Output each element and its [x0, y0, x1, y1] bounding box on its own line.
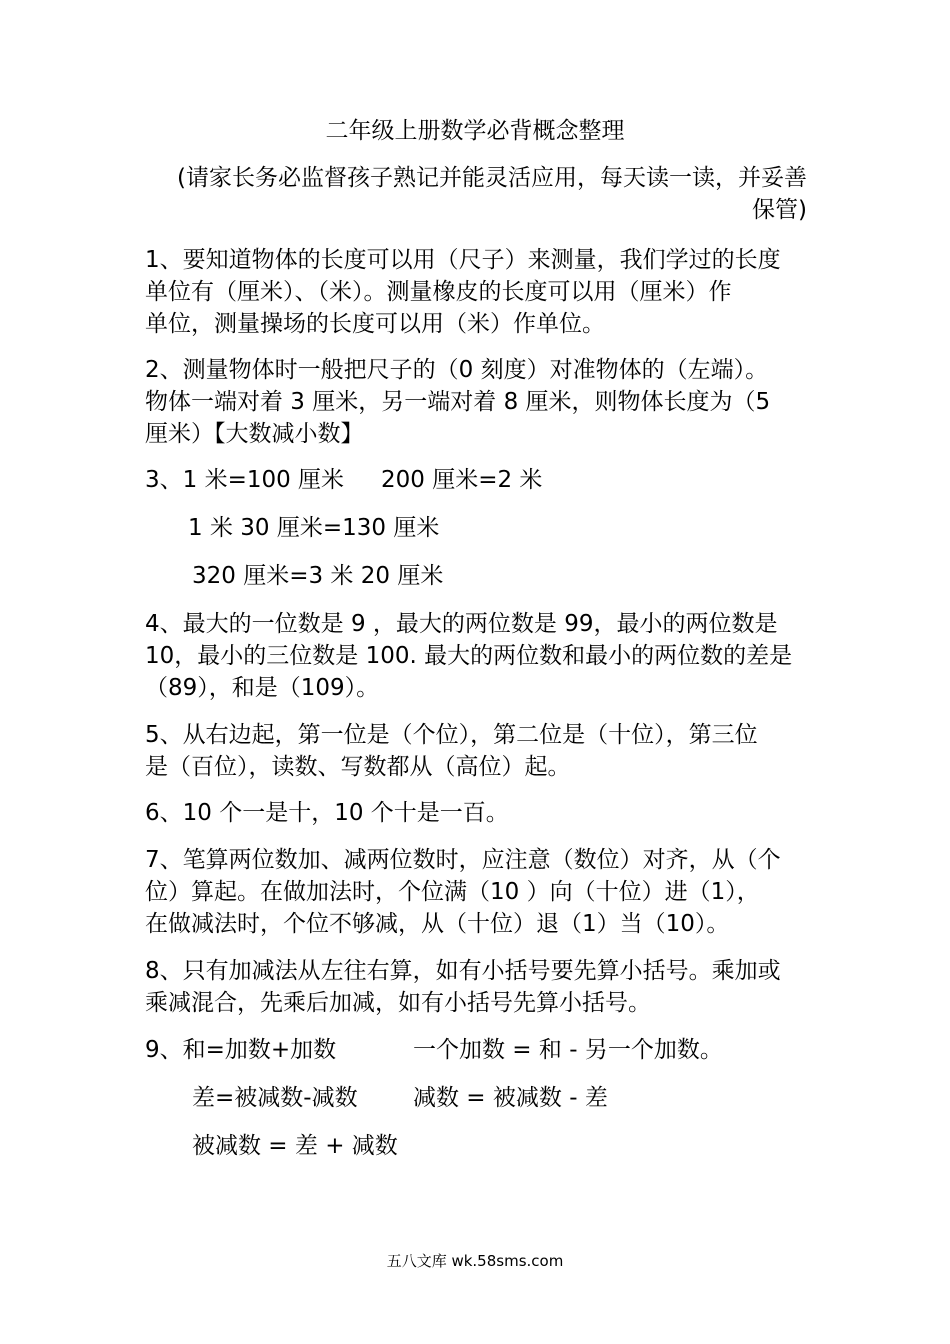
item-1 [145, 244, 810, 340]
item-7 [145, 844, 810, 940]
item-5-line: 是（百位），读数、写数都从（高位）起。 [145, 754, 571, 780]
item-4 [145, 608, 810, 704]
item-7-line: 位）算起。在做加法时，个位满（10 ）向（十位）进（1）， [145, 879, 760, 905]
item-7-line: 在做减法时，个位不够减，从（十位）退（1）当（10）。 [145, 911, 730, 937]
item-5-line: 5、从右边起，第一位是（个位），第二位是（十位），第三位 [145, 722, 758, 748]
item-2-line: 物体一端对着 3 厘米，另一端对着 8 厘米，则物体长度为（5 [145, 389, 771, 415]
item-7-line: 7、笔算两位数加、减两位数时，应注意（数位）对齐，从（个 [145, 847, 781, 873]
item-4-line: （89），和是（109）。 [145, 675, 380, 701]
item-6-line: 6、10 个一是十，10 个十是一百。 [145, 800, 509, 826]
item-9-addend: 一个加数 = 和 - 另一个加数。 [413, 1037, 723, 1063]
item-9-difference: 差=被减数-减数 [192, 1085, 358, 1111]
note-line: (请家长务必监督孩子熟记并能灵活应用，每天读一读，并妥善 [177, 165, 807, 191]
item-2-line: 厘米）【大数减小数】 [145, 421, 364, 447]
item-2 [145, 354, 810, 450]
item-8-line: 8、只有加减法从左往右算，如有小括号要先算小括号。乘加或 [145, 958, 781, 984]
item-8 [145, 955, 810, 1019]
note-line: 保管) [752, 197, 807, 223]
footer-source: 五八文库 wk.58sms.com [386, 1252, 564, 1270]
item-9-minuend: 被减数 = 差 + 减数 [192, 1133, 398, 1159]
item-2-line: 2、测量物体时一般把尺子的（0 刻度）对准物体的（左端）。 [145, 357, 769, 383]
page-title: 二年级上册数学必背概念整理 [325, 118, 625, 144]
item-3-cm-meter: 200 厘米=2 米 [381, 467, 543, 493]
item-6 [145, 797, 810, 829]
item-3-meter-cm: 3、1 米=100 厘米 [145, 467, 345, 493]
item-1-line: 1、要知道物体的长度可以用（尺子）来测量，我们学过的长度 [145, 247, 781, 273]
item-1-line: 单位，测量操场的长度可以用（米）作单位。 [145, 311, 605, 337]
item-9-sum: 9、和=加数+加数 [145, 1037, 337, 1063]
item-4-line: 4、最大的一位数是 9 ，最大的两位数是 99，最小的两位数是 [145, 611, 778, 637]
parent-note [145, 162, 807, 226]
item-5 [145, 719, 810, 783]
item-8-line: 乘减混合，先乘后加减，如有小括号先算小括号。 [145, 990, 651, 1016]
item-1-line: 单位有（厘米）、（米）。测量橡皮的长度可以用（厘米）作 [145, 279, 732, 305]
item-9-subtrahend: 减数 = 被减数 - 差 [413, 1085, 608, 1111]
item-4-line: 10，最小的三位数是 100. 最大的两位数和最小的两位数的差是 [145, 643, 793, 669]
item-3-convert: 320 厘米=3 米 20 厘米 [192, 563, 444, 589]
item-3-mixed: 1 米 30 厘米=130 厘米 [188, 515, 440, 541]
